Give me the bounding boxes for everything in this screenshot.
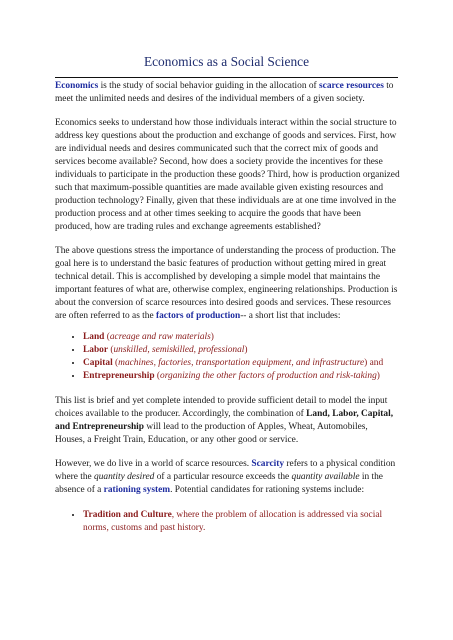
text: to meet the unlimited needs and desires of the individual members of a given society. [55,81,394,104]
list-item-land: • Land (acreage and raw materials) [83,331,400,344]
list-item-labor: • Labor (unskilled, semiskilled, professional) [83,344,400,357]
factor-name: Entrepreneurship [83,371,155,381]
paragraph-definition [55,80,400,106]
keyword-rationing-system: rationing system [103,485,171,495]
system-name: Tradition and Culture [83,510,172,520]
factor-description: unskilled, semiskilled, professional [113,345,245,355]
keyword-factors-of-production: factors of production [155,311,241,321]
text: of a particular resource exceeds the [154,472,292,482]
bold-factors: Land, Labor, Capital, and Entrepreneurship [55,409,394,432]
keyword-economics: Economics [55,81,99,91]
factor-name: Capital [83,358,113,368]
factor-name: Land [83,332,105,342]
factor-description: acreage and raw materials [109,332,211,342]
text: However, we do live in a world of scarce resources. [55,459,252,469]
title-divider [55,77,398,78]
paragraph-inputs [55,395,400,447]
paragraph-production [55,245,400,323]
factors-list [55,331,400,383]
factor-description: organizing the other factors of production and risk-taking [160,371,377,381]
text: in the absence of a [55,472,383,495]
text: This list is brief and yet complete intended to provide sufficient detail to model the input choices available to the producer. Accordingly, the combination of [55,396,388,419]
text: The above questions stress the importance of understanding the process of production. The goal here is to understand the basic features of production without getting mired in great technical detail. This is accomplished by developing a simple model that maintains the important features of what are, otherwise complex, engineering relationships. Production is about the conversion of scarce resources into desired goods and services. These resources are often referred to as the [55,246,398,321]
italic-quantity-desired: quantity desired [94,472,155,482]
keyword-scarce-resources: scarce resources [319,81,384,91]
text: is the study of social behavior guiding in the allocation of [98,81,320,91]
list-item-capital: • Capital (machines, factories, transportation equipment, and infrastructure) and [83,357,400,370]
text: refers to a physical condition where the [55,459,396,482]
rationing-systems-list [55,509,400,535]
italic-quantity-available: quantity available [291,472,360,482]
paragraph-scarcity [55,458,400,497]
list-item-tradition [83,509,400,535]
keyword-scarcity: Scarcity [251,459,285,469]
document-body [55,80,400,547]
text: -- a short list that includes: [240,311,341,321]
factor-description: machines, factories, transportation equipment, and infrastructure [118,358,365,368]
page-title: Economics as a Social Science [143,54,310,69]
text: will lead to the production of Apples, Wheat, Automobiles, Houses, a Freight Train, Education, or any other good or service. [55,422,368,445]
factor-trail: and [367,358,384,368]
factor-name: Labor [83,345,109,355]
paragraph-questions: Economics seeks to understand how those individuals interact within the social structure to address key questions about the production and exchange of goods and services. First, how are individual needs and desires communicated such that the correct mix of goods and services become available? Second, how does a society provide the incentives for these individuals to participate in the production these goods? Third, how is production organized such that maximum-possible quantities are made available given existing resources and production technology? Finally, given that these individuals are at one time involved in the production process and at other times seeking to acquire the goods that have been produced, how are trading rules and exchange agreements established? [55,118,400,232]
list-item-entrepreneurship: • Entrepreneurship (organizing the other factors of production and risk-taking) [83,370,400,383]
text: . Potential candidates for rationing systems include: [170,485,365,495]
system-description: , where the problem of allocation is addressed via social norms, customs and past history. [83,510,383,533]
